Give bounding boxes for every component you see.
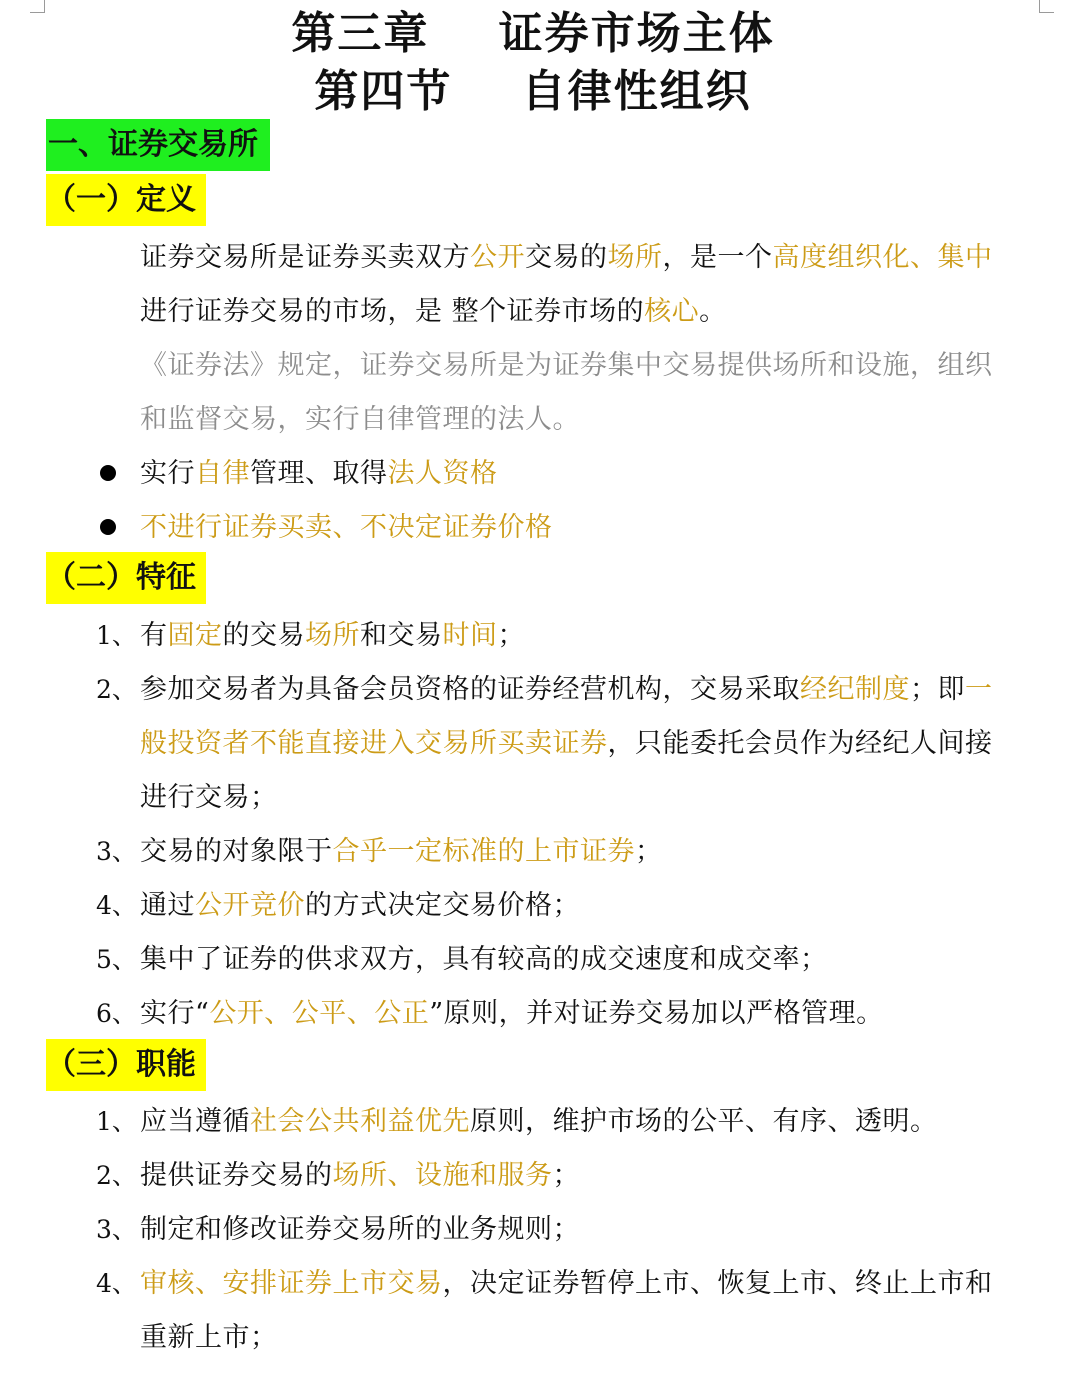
list-number: 6、 [96,999,137,1028]
bullet-item-self-regulation: 实行自律管理、取得法人资格 [140,458,498,489]
list-number: 2、 [96,1161,137,1190]
feature-item-2-line-1: 参加交易者为具备会员资格的证券经营机构，交易采取经纪制度；即一 [140,674,993,705]
chapter-title: 第三章 证券市场主体 [291,8,775,59]
feature-item-5: 集中了证券的供求双方，具有较高的成交速度和成交率； [140,944,828,975]
definition-line-2: 进行证券交易的市场，是 整个证券市场的核心。 [140,296,727,327]
definition-line-1: 证券交易所是证券买卖双方公开交易的场所，是一个高度组织化、集中 [140,242,993,273]
function-item-2: 提供证券交易的场所、设施和服务； [140,1160,580,1191]
list-number: 3、 [96,837,137,866]
heading-definition: （一）定义 [46,174,206,226]
bullet-dot [100,465,116,481]
list-number: 1、 [96,621,137,650]
bullet-item-no-trading: 不进行证券买卖、不决定证券价格 [140,512,553,543]
list-number: 2、 [96,675,137,704]
heading-functions: （三）职能 [46,1039,206,1091]
list-number: 5、 [96,945,137,974]
law-quote-line-2: 和监督交易，实行自律管理的法人。 [140,404,580,435]
law-quote-line-1: 《证券法》规定，证券交易所是为证券集中交易提供场所和设施，组织 [140,350,993,381]
list-number: 4、 [96,1269,137,1298]
function-item-1: 应当遵循社会公共利益优先原则，维护市场的公平、有序、透明。 [140,1106,938,1137]
feature-item-4: 通过公开竞价的方式决定交易价格； [140,890,580,921]
list-number: 3、 [96,1215,137,1244]
feature-item-2-line-2: 般投资者不能直接进入交易所买卖证券，只能委托会员作为经纪人间接 [140,728,993,759]
heading-stock-exchange: 一、证券交易所 [46,119,270,171]
feature-item-1: 有固定的交易场所和交易时间； [140,620,525,651]
function-item-4-line-1: 审核、安排证券上市交易，决定证券暂停上市、恢复上市、终止上市和 [140,1268,993,1299]
list-number: 1、 [96,1107,137,1136]
feature-item-2-line-3: 进行交易； [140,782,278,813]
feature-item-3: 交易的对象限于合乎一定标准的上市证券； [140,836,663,867]
function-item-4-line-2: 重新上市； [140,1322,278,1353]
bullet-dot [100,519,116,535]
heading-features: （二）特征 [46,552,206,604]
function-item-3: 制定和修改证券交易所的业务规则； [140,1214,580,1245]
section-title: 第四节 自律性组织 [314,66,752,117]
feature-item-6: 实行“公开、公平、公正”原则，并对证券交易加以严格管理。 [140,998,884,1029]
list-number: 4、 [96,891,137,920]
